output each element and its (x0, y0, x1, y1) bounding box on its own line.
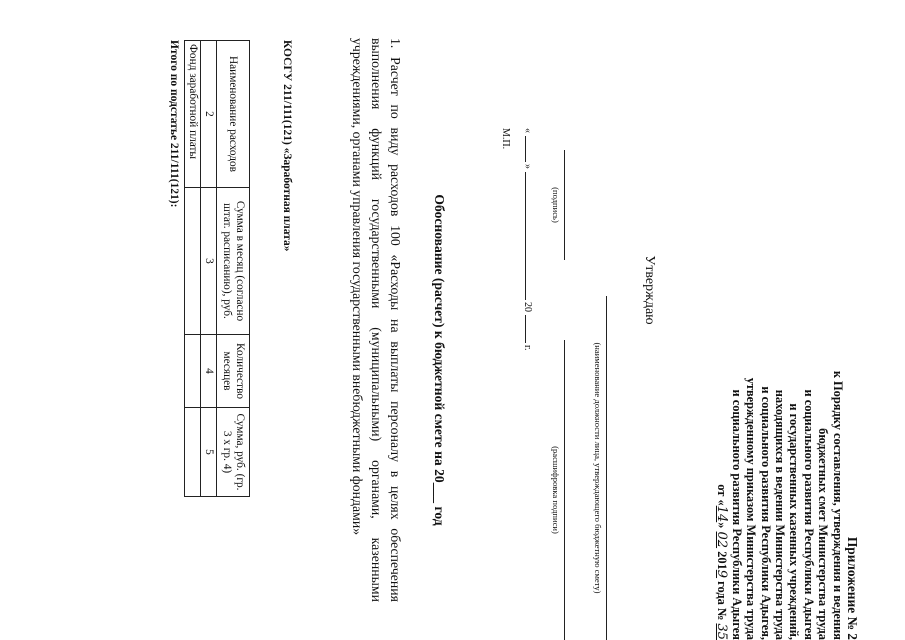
table-cell (185, 188, 201, 335)
approval-date-line: « » 20 г. (522, 128, 533, 351)
appendix-line: утвержденному приказом Министерства труда (744, 377, 759, 640)
salary-table (184, 40, 250, 497)
appendix-line: к Порядку составления, утверждения и ведения (830, 370, 845, 640)
decoding-caption: (расшифровка подписи) (551, 446, 561, 534)
appendix-line: и социального развития Республики Адыгея (729, 389, 744, 640)
appendix-date-line: от «14» 02 2019 года № 35 (714, 484, 730, 640)
table-cell (185, 408, 201, 497)
subarticle-total: Итого по подстатье 211/111(121): (168, 40, 180, 208)
appendix-line: и государственных казенных учреждений, (787, 403, 802, 640)
handwritten-month: 02 (714, 531, 730, 549)
appendix-block (714, 296, 859, 640)
decoding-line (564, 340, 565, 640)
appendix-line: находящихся в ведении Министерства труда (772, 389, 787, 640)
calculation-paragraph: 1. Расчет по виду расходов 100 «Расходы на выплаты персоналу в целях обеспечения выполнения функций государственными (муниципальными) органами, казенными учреждениями, органами управления государственными внебюджетными фондами» (350, 38, 403, 602)
column-header: Сумма, руб. (гр. 3 х гр. 4) (217, 408, 250, 497)
appendix-number: Приложение № 2 (845, 536, 860, 640)
handwritten-year-digit: 9 (714, 569, 730, 579)
document-title: Обоснование (расчет) к бюджетной смете на 20___ год (432, 194, 447, 526)
signature-caption: (подпись) (551, 187, 561, 223)
table-row (185, 41, 201, 497)
appendix-line: и социального развития Республики Адыгея (801, 389, 816, 640)
handwritten-order-number: 35 (714, 623, 730, 640)
column-number: 5 (201, 408, 217, 497)
position-line (606, 296, 607, 640)
stamp-label: М.П. (500, 128, 511, 150)
position-caption: (наименование должности лица, утверждающего бюджетную смету) (593, 342, 603, 594)
column-header: Наименование расходов (217, 41, 250, 188)
table-number-row (201, 41, 217, 497)
column-number: 4 (201, 335, 217, 408)
column-header: Количество месяцев (217, 335, 250, 408)
table-cell (185, 335, 201, 408)
approval-heading: Утверждаю (642, 255, 657, 325)
column-number: 3 (201, 188, 217, 335)
column-number: 2 (201, 41, 217, 188)
appendix-line: и социального развития Республики Адыгея, (758, 386, 773, 640)
appendix-line: бюджетных смет Министерства труда (816, 428, 831, 640)
signature-line (564, 150, 565, 260)
table-header-row (217, 41, 250, 497)
handwritten-day: 14 (714, 505, 730, 523)
table-cell: Фонд заработной платы (185, 41, 201, 188)
kosgu-heading: КОСГУ 211/111(121) «Заработная плата» (281, 40, 293, 252)
column-header: Сумма в месяц (согласно штат. расписанию), руб. (217, 188, 250, 335)
